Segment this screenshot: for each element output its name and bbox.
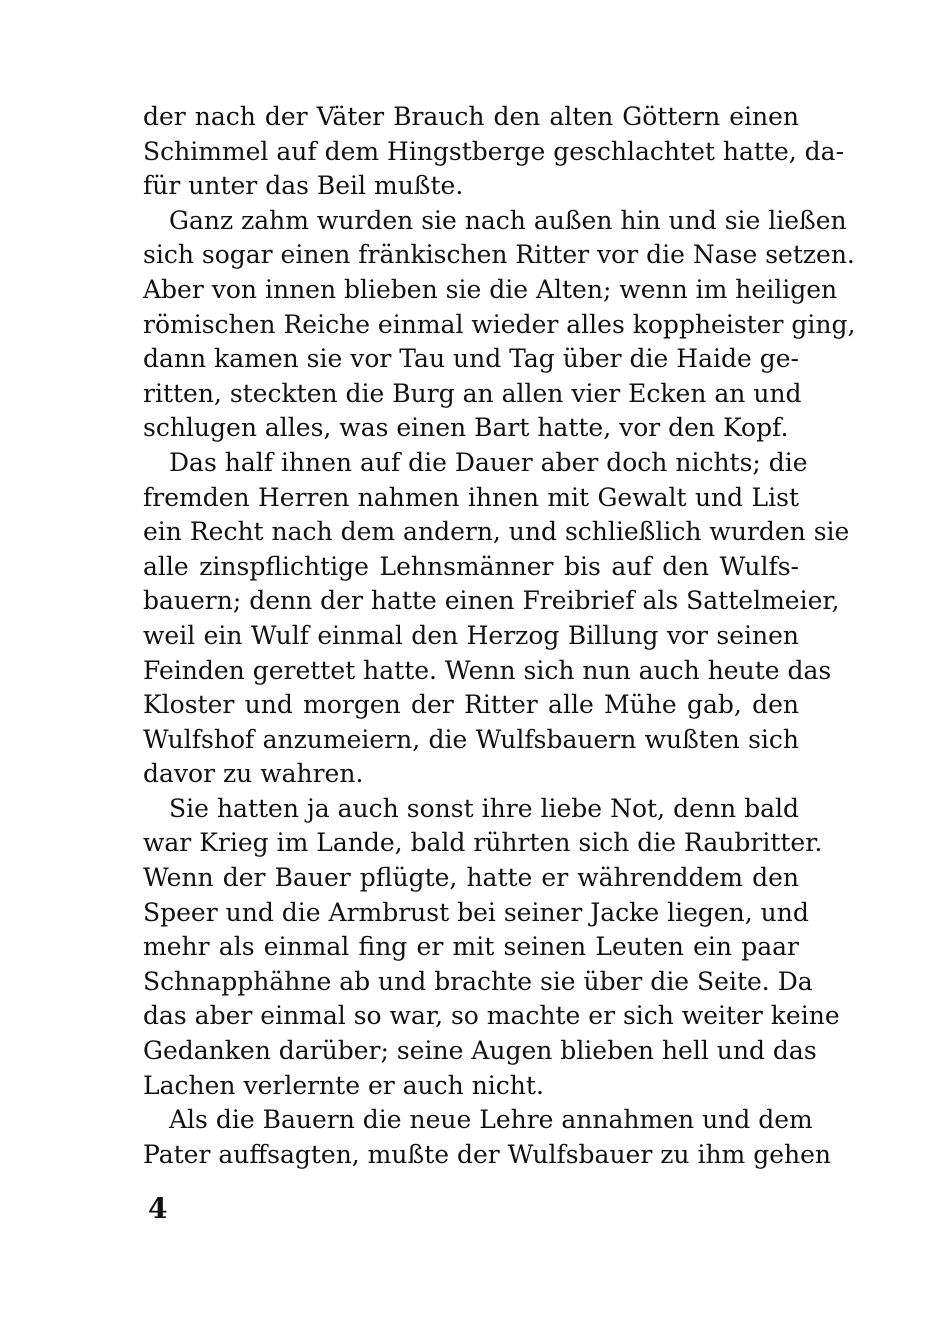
text-line: schlugen alles, was einen Bart hatte, vor den Kopf. bbox=[143, 413, 789, 443]
text-line: römischen Reiche einmal wieder alles koppheister ging, bbox=[143, 309, 856, 339]
text-line: weil ein Wulf einmal den Herzog Billung vor seinen bbox=[143, 620, 799, 650]
text-line: Ganz zahm wurden sie nach außen hin und sie ließen bbox=[169, 205, 847, 235]
text-line: Pater auffsagten, mußte der Wulfsbauer zu ihm gehen bbox=[143, 1139, 832, 1169]
text-line: davor zu wahren. bbox=[143, 759, 364, 789]
body-text bbox=[143, 100, 856, 1172]
text-line: Kloster und morgen der Ritter alle Mühe gab, den bbox=[143, 690, 799, 720]
text-line: bauern; denn der hatte einen Freibrief als Sattelmeier, bbox=[143, 586, 840, 616]
text-line: mehr als einmal fing er mit seinen Leuten ein paar bbox=[143, 932, 799, 962]
text-line: für unter das Beil mußte. bbox=[143, 171, 464, 201]
text-line: der nach der Väter Brauch den alten Göttern einen bbox=[143, 102, 799, 131]
paragraph bbox=[143, 204, 856, 446]
text-line: alle zinspflichtige Lehnsmänner bis auf den Wulfs- bbox=[143, 551, 799, 581]
text-line: ein Recht nach dem andern, und schließlich wurden sie bbox=[143, 517, 850, 547]
paragraph bbox=[143, 1103, 832, 1172]
text-line: Speer und die Armbrust bei seiner Jacke liegen, und bbox=[143, 897, 809, 927]
text-line: ritten, steckten die Burg an allen vier Ecken an und bbox=[143, 378, 802, 408]
text-line: Als die Bauern die neue Lehre annahmen und dem bbox=[169, 1105, 813, 1135]
text-line: dann kamen sie vor Tau und Tag über die Haide ge- bbox=[143, 344, 799, 374]
text-line: Schnapphähne ab und brachte sie über die Seite. Da bbox=[143, 966, 813, 996]
text-line: Lachen verlernte er auch nicht. bbox=[143, 1070, 544, 1100]
text-line: sich sogar einen fränkischen Ritter vor die Nase setzen. bbox=[143, 240, 855, 270]
text-line: Wulfshof anzumeiern, die Wulfsbauern wußten sich bbox=[143, 724, 799, 754]
text-line: Schimmel auf dem Hingstberge geschlachtet hatte, da- bbox=[143, 136, 845, 166]
paragraph bbox=[143, 446, 850, 792]
text-line: war Krieg im Lande, bald rührten sich die Raubritter. bbox=[143, 828, 823, 858]
paragraph bbox=[143, 792, 840, 1103]
text-line: Aber von innen blieben sie die Alten; wenn im heiligen bbox=[143, 274, 838, 304]
text-line: Wenn der Bauer pflügte, hatte er währenddem den bbox=[143, 863, 799, 893]
text-line: Feinden gerettet hatte. Wenn sich nun auch heute das bbox=[143, 655, 832, 685]
page-number: 4 bbox=[148, 1192, 168, 1225]
text-line: Gedanken darüber; seine Augen blieben hell und das bbox=[143, 1036, 817, 1066]
text-line: das aber einmal so war, so machte er sich weiter keine bbox=[143, 1001, 840, 1031]
text-line: Das half ihnen auf die Dauer aber doch nichts; die bbox=[169, 447, 808, 477]
text-line: fremden Herren nahmen ihnen mit Gewalt und List bbox=[143, 482, 799, 512]
text-line: Sie hatten ja auch sonst ihre liebe Not, denn bald bbox=[169, 793, 799, 823]
paragraph bbox=[143, 100, 845, 204]
